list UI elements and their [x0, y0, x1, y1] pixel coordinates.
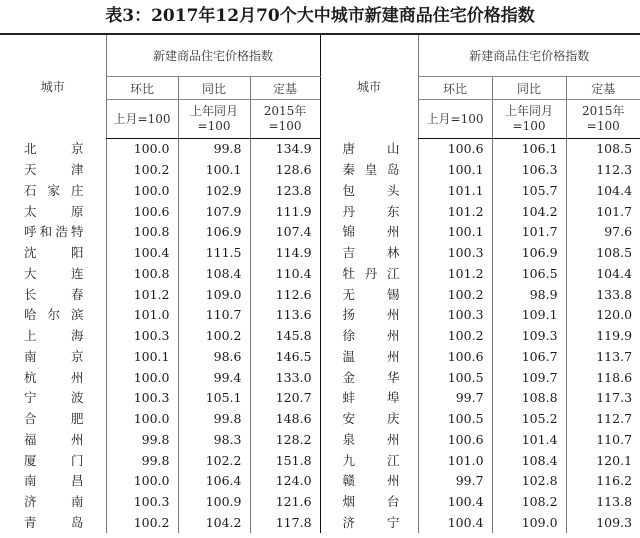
mom-cell: 100.4	[418, 513, 492, 534]
fixed-cell: 145.8	[250, 326, 320, 347]
yoy-base-right: 上年同月=100	[492, 100, 566, 139]
city-cell: 赣州	[320, 471, 418, 492]
yoy-cell: 108.2	[492, 492, 566, 513]
fixed-cell: 112.3	[566, 160, 640, 181]
city-cell: 呼和浩特	[24, 224, 84, 240]
mom-cell: 100.1	[418, 160, 492, 181]
mom-cell: 100.1	[106, 347, 178, 368]
city-cell: 徐州	[320, 326, 418, 347]
city-cell: 九江	[320, 450, 418, 471]
city-cell: 太原	[24, 203, 84, 219]
city-cell: 无锡	[320, 284, 418, 305]
fixed-cell: 134.9	[250, 139, 320, 160]
city-cell: 杭州	[24, 369, 84, 385]
mom-cell: 100.3	[418, 305, 492, 326]
table-row	[0, 305, 640, 326]
fixed-cell: 120.1	[566, 450, 640, 471]
table-row	[0, 450, 640, 471]
fixed-cell: 121.6	[250, 492, 320, 513]
mom-cell: 100.0	[106, 471, 178, 492]
fixed-cell: 124.0	[250, 471, 320, 492]
index-group-header-right: 新建商品住宅价格指数	[418, 34, 640, 77]
mom-cell: 100.8	[106, 222, 178, 243]
fixed-cell: 104.4	[566, 264, 640, 285]
mom-base-left: 上月=100	[106, 100, 178, 139]
mom-cell: 100.5	[418, 409, 492, 430]
city-cell: 唐山	[320, 139, 418, 160]
fixed-cell: 113.8	[566, 492, 640, 513]
table-row	[0, 201, 640, 222]
fixed-cell: 110.7	[566, 430, 640, 451]
city-cell: 青岛	[24, 514, 84, 530]
fixed-cell: 110.4	[250, 264, 320, 285]
table-row	[0, 513, 640, 534]
yoy-cell: 104.2	[178, 513, 250, 534]
fixed-cell: 117.8	[250, 513, 320, 534]
fixed-cell: 118.6	[566, 367, 640, 388]
city-cell: 上海	[24, 328, 84, 344]
yoy-cell: 98.3	[178, 430, 250, 451]
yoy-cell: 111.5	[178, 243, 250, 264]
fixed-cell: 97.6	[566, 222, 640, 243]
yoy-cell: 102.8	[492, 471, 566, 492]
mom-cell: 101.2	[106, 284, 178, 305]
yoy-cell: 107.9	[178, 201, 250, 222]
yoy-cell: 106.1	[492, 139, 566, 160]
fixed-cell: 128.2	[250, 430, 320, 451]
mom-cell: 100.3	[106, 388, 178, 409]
index-group-header-left: 新建商品住宅价格指数	[106, 34, 320, 77]
mom-cell: 100.1	[418, 222, 492, 243]
yoy-cell: 99.8	[178, 409, 250, 430]
city-cell: 温州	[320, 347, 418, 368]
city-cell: 泉州	[320, 430, 418, 451]
table-row	[0, 492, 640, 513]
yoy-cell: 98.9	[492, 284, 566, 305]
city-cell: 秦皇岛	[320, 160, 418, 181]
fixed-cell: 133.8	[566, 284, 640, 305]
mom-cell: 100.6	[418, 430, 492, 451]
yoy-cell: 110.7	[178, 305, 250, 326]
city-cell: 吉林	[320, 243, 418, 264]
fixed-cell: 112.6	[250, 284, 320, 305]
city-cell: 包头	[320, 181, 418, 202]
yoy-cell: 106.7	[492, 347, 566, 368]
table-row	[0, 326, 640, 347]
yoy-cell: 104.2	[492, 201, 566, 222]
city-cell: 丹东	[320, 201, 418, 222]
table-body	[0, 139, 640, 534]
table-row	[0, 367, 640, 388]
fixed-cell: 146.5	[250, 347, 320, 368]
fixed-cell: 114.9	[250, 243, 320, 264]
yoy-base-left: 上年同月=100	[178, 100, 250, 139]
yoy-cell: 99.8	[178, 139, 250, 160]
table-row	[0, 430, 640, 451]
yoy-cell: 102.9	[178, 181, 250, 202]
fixed-header-right: 定基	[566, 77, 640, 100]
fixed-cell: 120.7	[250, 388, 320, 409]
mom-cell: 100.0	[106, 181, 178, 202]
yoy-cell: 109.0	[178, 284, 250, 305]
yoy-cell: 108.4	[492, 450, 566, 471]
fixed-cell: 113.6	[250, 305, 320, 326]
yoy-cell: 106.9	[492, 243, 566, 264]
city-cell: 沈阳	[24, 245, 84, 261]
city-cell: 福州	[24, 431, 84, 447]
city-cell: 烟台	[320, 492, 418, 513]
fixed-cell: 128.6	[250, 160, 320, 181]
yoy-cell: 101.4	[492, 430, 566, 451]
city-header-left: 城市	[40, 80, 65, 95]
yoy-cell: 109.0	[492, 513, 566, 534]
mom-cell: 100.5	[418, 367, 492, 388]
city-cell: 南昌	[24, 473, 84, 489]
fixed-cell: 117.3	[566, 388, 640, 409]
mom-cell: 101.2	[418, 201, 492, 222]
yoy-header-right: 同比	[492, 77, 566, 100]
mom-cell: 100.0	[106, 139, 178, 160]
yoy-cell: 98.6	[178, 347, 250, 368]
yoy-header-left: 同比	[178, 77, 250, 100]
mom-cell: 100.2	[418, 326, 492, 347]
table-row	[0, 160, 640, 181]
fixed-cell: 151.8	[250, 450, 320, 471]
fixed-cell: 108.5	[566, 243, 640, 264]
table-title: 表3：2017年12月70个大中城市新建商品住宅价格指数	[105, 6, 535, 26]
table-row	[0, 181, 640, 202]
mom-cell: 100.6	[418, 347, 492, 368]
table-row	[0, 243, 640, 264]
fixed-cell: 111.9	[250, 201, 320, 222]
city-header-right: 城市	[320, 34, 418, 139]
yoy-cell: 108.4	[178, 264, 250, 285]
yoy-cell: 101.7	[492, 222, 566, 243]
mom-cell: 100.3	[106, 492, 178, 513]
fixed-cell: 133.0	[250, 367, 320, 388]
mom-cell: 100.2	[418, 284, 492, 305]
fixed-cell: 148.6	[250, 409, 320, 430]
mom-cell: 99.7	[418, 471, 492, 492]
mom-cell: 100.2	[106, 160, 178, 181]
mom-cell: 101.0	[106, 305, 178, 326]
city-cell: 石家庄	[24, 182, 84, 198]
yoy-cell: 106.5	[492, 264, 566, 285]
fixed-cell: 116.2	[566, 471, 640, 492]
fixed-cell: 113.7	[566, 347, 640, 368]
city-cell: 济宁	[320, 513, 418, 534]
mom-cell: 101.2	[418, 264, 492, 285]
mom-cell: 100.3	[418, 243, 492, 264]
city-cell: 蚌埠	[320, 388, 418, 409]
mom-cell: 100.0	[106, 409, 178, 430]
fixed-header-left: 定基	[250, 77, 320, 100]
yoy-cell: 100.1	[178, 160, 250, 181]
city-cell: 哈尔滨	[24, 307, 84, 323]
mom-cell: 100.3	[106, 326, 178, 347]
mom-cell: 100.6	[418, 139, 492, 160]
price-index-table	[0, 33, 640, 533]
fixed-cell: 123.8	[250, 181, 320, 202]
mom-cell: 100.2	[106, 513, 178, 534]
city-cell: 天津	[24, 162, 84, 178]
city-cell: 合肥	[24, 411, 84, 427]
city-cell: 北京	[24, 141, 84, 157]
yoy-cell: 109.3	[492, 326, 566, 347]
fixed-base-right: 2015年=100	[566, 100, 640, 139]
mom-header-left: 环比	[106, 77, 178, 100]
table-row	[0, 409, 640, 430]
table-row	[0, 347, 640, 368]
city-cell: 厦门	[24, 452, 84, 468]
city-cell: 大连	[24, 265, 84, 281]
yoy-cell: 100.2	[178, 326, 250, 347]
table-row	[0, 471, 640, 492]
fixed-cell: 108.5	[566, 139, 640, 160]
table-row	[0, 222, 640, 243]
mom-cell: 99.8	[106, 430, 178, 451]
mom-cell: 100.4	[418, 492, 492, 513]
city-cell: 安庆	[320, 409, 418, 430]
city-cell: 锦州	[320, 222, 418, 243]
yoy-cell: 105.7	[492, 181, 566, 202]
fixed-cell: 119.9	[566, 326, 640, 347]
fixed-cell: 112.7	[566, 409, 640, 430]
fixed-cell: 109.3	[566, 513, 640, 534]
yoy-cell: 106.9	[178, 222, 250, 243]
yoy-cell: 106.4	[178, 471, 250, 492]
city-cell: 济南	[24, 494, 84, 510]
mom-cell: 100.4	[106, 243, 178, 264]
fixed-base-left: 2015年=100	[250, 100, 320, 139]
city-cell: 牡丹江	[320, 264, 418, 285]
yoy-cell: 106.3	[492, 160, 566, 181]
mom-cell: 100.0	[106, 367, 178, 388]
yoy-cell: 108.8	[492, 388, 566, 409]
fixed-cell: 101.7	[566, 201, 640, 222]
city-cell: 长春	[24, 286, 84, 302]
yoy-cell: 109.7	[492, 367, 566, 388]
mom-cell: 99.7	[418, 388, 492, 409]
table-row	[0, 139, 640, 160]
yoy-cell: 109.1	[492, 305, 566, 326]
mom-base-right: 上月=100	[418, 100, 492, 139]
yoy-cell: 105.1	[178, 388, 250, 409]
mom-cell: 101.1	[418, 181, 492, 202]
mom-cell: 99.8	[106, 450, 178, 471]
yoy-cell: 99.4	[178, 367, 250, 388]
city-cell: 宁波	[24, 390, 84, 406]
yoy-cell: 105.2	[492, 409, 566, 430]
mom-header-right: 环比	[418, 77, 492, 100]
city-cell: 扬州	[320, 305, 418, 326]
fixed-cell: 120.0	[566, 305, 640, 326]
mom-cell: 100.6	[106, 201, 178, 222]
fixed-cell: 107.4	[250, 222, 320, 243]
fixed-cell: 104.4	[566, 181, 640, 202]
mom-cell: 100.8	[106, 264, 178, 285]
yoy-cell: 102.2	[178, 450, 250, 471]
table-row	[0, 264, 640, 285]
city-cell: 金华	[320, 367, 418, 388]
yoy-cell: 100.9	[178, 492, 250, 513]
mom-cell: 101.0	[418, 450, 492, 471]
table-row	[0, 284, 640, 305]
table-row	[0, 388, 640, 409]
city-cell: 南京	[24, 348, 84, 364]
